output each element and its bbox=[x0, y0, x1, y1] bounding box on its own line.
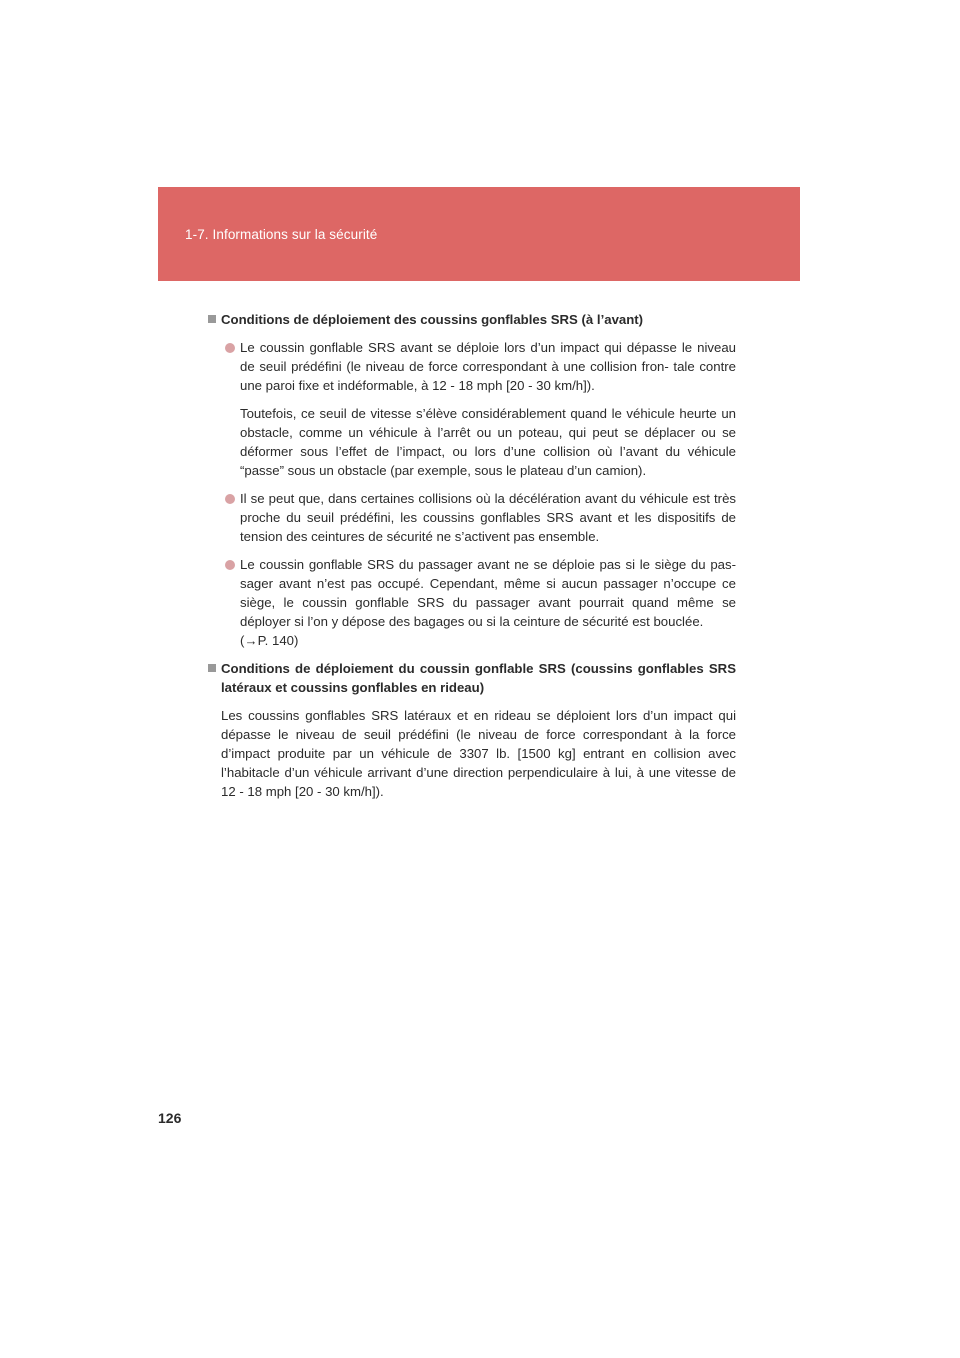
list-item-text: Le coussin gonflable SRS avant se déploie lors d’un impact qui dépasse le niveau de seuil prédéfini (le niveau de force correspondant à une collision fron- tale contre une paroi fixe et indéformable, à 12 - 18 mph [20 - 30 km/h]). bbox=[240, 340, 736, 393]
square-bullet-icon bbox=[208, 664, 216, 672]
list-item-subparagraph: Toutefois, ce seuil de vitesse s’élève considérablement quand le véhicule heurte un obstacle, comme un véhicule à l’arrêt ou un poteau, qui peut se déplacer ou se déformer sous l’effet de l’impact, ou lors d’une collision où l’avant du véhicule “passe” sous un obstacle (par exemple, sous le plateau d’un camion). bbox=[240, 406, 736, 478]
page-number: 126 bbox=[158, 1110, 182, 1126]
section-title: 1-7. Informations sur la sécurité bbox=[185, 227, 378, 242]
list-item-text: Il se peut que, dans certaines collisions où la décélération avant du véhicule est très proche du seuil prédéfini, les coussins gonflables SRS avant et les dispositifs de tension des ceintures de sécurité ne s’activent pas ensemble. bbox=[240, 491, 736, 544]
side-airbag-heading bbox=[208, 659, 736, 697]
page-content bbox=[208, 310, 736, 810]
list-item bbox=[208, 338, 736, 395]
side-airbag-paragraph: Les coussins gonflables SRS latéraux et en rideau se déploient lors d’un impact qui dépasse le niveau de seuil prédéfini (le niveau de force correspondant à la force d’impact produite par un véhicule de 3307 lb. [1500 kg] entrant en collision avec l’habitacle d’un véhicule arrivant d’une direction perpendiculaire à lui, à une vitesse de 12 - 18 mph [20 - 30 km/h]). bbox=[221, 708, 736, 799]
list-item bbox=[208, 489, 736, 546]
circle-bullet-icon bbox=[225, 343, 235, 353]
circle-bullet-icon bbox=[225, 494, 235, 504]
page-reference-link[interactable]: (→P. 140) bbox=[240, 633, 299, 648]
list-item-text: Le coussin gonflable SRS du passager avant ne se déploie pas si le siège du pas- sager avant n’est pas occupé. Cependant, même si aucun passager n’occupe ce siège, le coussin gonflable SRS du passager avant pourrait quand même se déployer si l’on y dépose des bagages ou si la ceinture de sécurité est bouclée. bbox=[240, 557, 736, 629]
header-band bbox=[158, 187, 800, 281]
circle-bullet-icon bbox=[225, 560, 235, 570]
heading-text: Conditions de déploiement du coussin gonflable SRS (coussins gonflables SRS latéraux et coussins gonflables en rideau) bbox=[221, 661, 736, 695]
heading-text: Conditions de déploiement des coussins gonflables SRS (à l’avant) bbox=[221, 312, 644, 327]
square-bullet-icon bbox=[208, 315, 216, 323]
list-item bbox=[208, 555, 736, 650]
front-airbag-heading bbox=[208, 310, 736, 329]
